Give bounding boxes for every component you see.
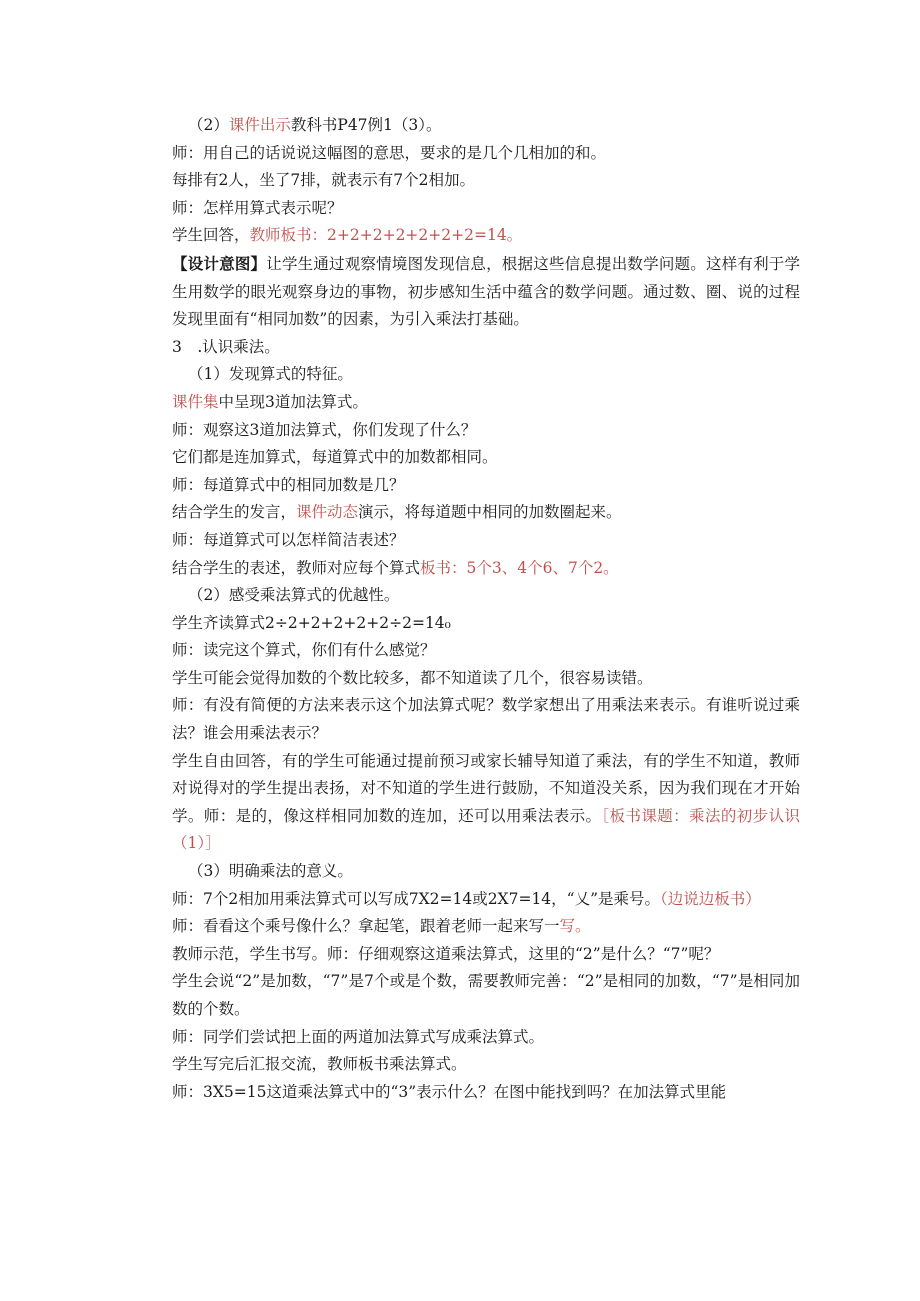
body-text: 学生可能会觉得加数的个数比较多，都不知道读了几个，很容易读错。 (172, 668, 653, 687)
paragraph (172, 692, 800, 747)
body-text: 师：用自己的话说说这幅图的意思，要求的是几个几相加的和。 (172, 143, 607, 162)
text-line (172, 167, 800, 195)
text-line (172, 334, 800, 362)
highlight-text: 教师板书：2+2+2+2+2+2+2=14。 (249, 226, 523, 245)
body-text: 学生会说“2”是加数，“7”是7个或是个数，需要教师完善：“2”是相同的加数，“7”是相同加数的个数。 (172, 972, 800, 1018)
text-line (172, 417, 800, 445)
body-text: 师：观察这3道加法算式，你们发现了什么？ (172, 420, 477, 439)
body-text: 3 .认识乘法。 (172, 337, 280, 356)
text-line (172, 886, 800, 914)
body-text: 结合学生的表述，教师对应每个算式 (172, 558, 421, 577)
body-text: 师：看看这个乘号像什么？拿起笔，跟着老师一起来写一 (172, 917, 560, 936)
body-text: 学生回答， (172, 226, 250, 245)
body-text: 师：有没有简便的方法来表示这个加法算式呢？数学家想出了用乘法来表示。有谁听说过乘法？谁会用乘法表示？ (172, 696, 800, 743)
text-line (172, 637, 800, 665)
text-line (172, 361, 800, 389)
body-text: 师：每道算式可以怎样简洁表述？ (172, 530, 405, 549)
body-text: 师：同学们尝试把上面的两道加法算式写成乘法算式。 (172, 1027, 545, 1046)
body-text: 学生齐读算式2÷2+2+2+2+2÷2=14₀ (172, 613, 451, 632)
text-line (172, 1024, 800, 1052)
body-text: 让学生通过观察情境图发现信息，根据这些信息提出数学问题。这样有利于学生用数学的眼光观察身边的事物，初步感知生活中蕴含的数学问题。通过数、圈、说的过程发现里面有“相同加数”的因素，为引入乘法打基础。 (172, 254, 800, 329)
body-text: 学生自由回答，有的学生可能通过提前预习或家长辅导知道了乘法，有的学生不知道，教师对说得对的学生提出表扬，对不知道的学生进行鼓励，不知道没关系，因为我们现在才开始学。师：是的，像这样相同加数的连加，还可以用乘法表示。 (172, 751, 800, 825)
text-line (172, 444, 800, 472)
text-line (172, 582, 800, 610)
body-text: 中呈现3道加法算式。 (218, 392, 368, 411)
body-text: （2） (188, 116, 229, 134)
text-line (172, 610, 800, 638)
highlight-text: 课件动态 (296, 503, 359, 522)
paragraph (172, 941, 800, 969)
paragraph (172, 748, 800, 858)
paragraph (172, 250, 800, 334)
body-text: 教师示范，学生书写。师：仔细观察这道乘法算式，这里的“2”是什么？“7”呢？ (172, 944, 720, 963)
body-text: 它们都是连加算式，每道算式中的加数都相同。 (172, 448, 498, 467)
body-text: 演示，将每道题中相同的加数圈起来。 (358, 503, 622, 522)
text-line (172, 555, 800, 583)
text-line (172, 195, 800, 223)
highlight-text: （边说边板书） (660, 889, 761, 908)
body-text: 教科书P47例1（3）。 (290, 116, 442, 134)
body-text: 每排有2人，坐了7排，就表示有7个2相加。 (172, 171, 475, 190)
text-line (172, 112, 800, 140)
body-text: 师：7个2相加用乘法算式可以写成7X2=14或2X7=14，“乂”是乘号。 (172, 889, 661, 908)
highlight-text: 写。 (559, 917, 591, 936)
bold-label: 【设计意图】 (172, 253, 267, 273)
body-text: （2）感受乘法算式的优越性。 (188, 586, 400, 605)
text-line (172, 913, 800, 941)
body-text: 师：每道算式中的相同加数是几？ (172, 475, 405, 494)
text-line (172, 222, 800, 250)
body-text: 师：读完这个算式，你们有什么感觉？ (172, 641, 436, 660)
text-line (172, 1051, 800, 1079)
text-line (172, 1079, 800, 1107)
text-line (172, 389, 800, 417)
highlight-text: 板书：5个3、4个6、7个2。 (420, 558, 619, 577)
text-line (172, 499, 800, 527)
body-text: 师：怎样用算式表示呢？ (172, 198, 343, 217)
text-line (172, 858, 800, 886)
text-line (172, 665, 800, 693)
document-body (172, 112, 800, 1106)
body-text: 结合学生的发言， (172, 503, 297, 522)
text-line (172, 527, 800, 555)
text-line (172, 140, 800, 168)
body-text: 师：3X5=15这道乘法算式中的“3”表示什么？在图中能找到吗？在加法算式里能 (172, 1082, 727, 1101)
text-line (172, 472, 800, 500)
paragraph (172, 968, 800, 1023)
highlight-text: 课件集 (172, 392, 219, 411)
body-text: 学生写完后汇报交流，教师板书乘法算式。 (172, 1055, 467, 1074)
highlight-text: 课件出示 (228, 116, 291, 134)
body-text: （3）明确乘法的意义。 (188, 862, 353, 881)
body-text: （1）发现算式的特征。 (188, 365, 353, 384)
highlight-text: ［板书课题：乘法的初步认识（1）］ (172, 806, 800, 853)
